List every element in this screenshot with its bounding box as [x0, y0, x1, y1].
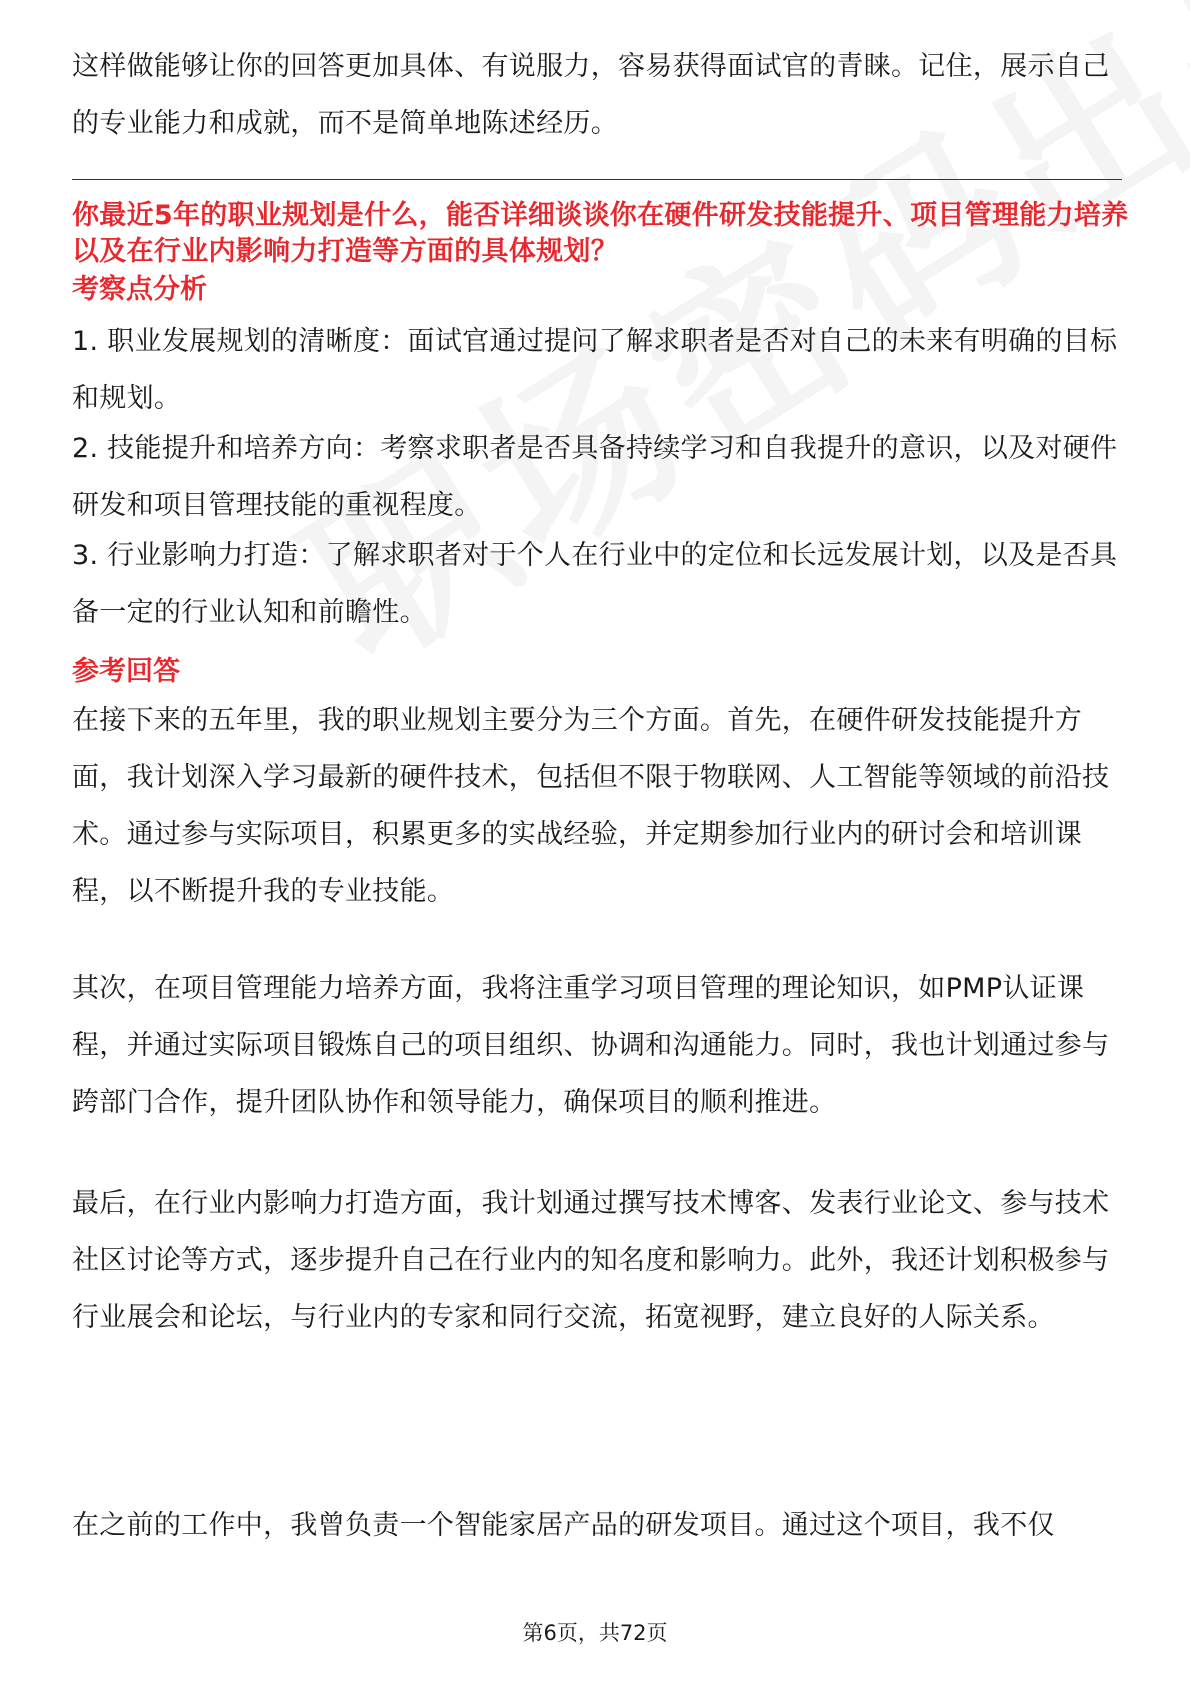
analysis-item-2: 2. 技能提升和培养方向：考察求职者是否具备持续学习和自我提升的意识，以及对硬件研发和项目管理技能的重视程度。 — [72, 433, 1118, 521]
answer-paragraph-2: 其次，在项目管理能力培养方面，我将注重学习项目管理的理论知识，如PMP认证课程，并通过实际项目锻炼自己的项目组织、协调和沟通能力。同时，我也计划通过参与跨部门合作，提升团队协作和领导能力，确保项目的顺利推进。 — [72, 973, 1110, 1118]
analysis-heading: 考察点分析 — [72, 274, 207, 305]
page-number: 第6页，共72页 — [522, 1621, 668, 1645]
answer-paragraph-4: 在之前的工作中，我曾负责一个智能家居产品的研发项目。通过这个项目，我不仅 — [72, 1510, 1055, 1541]
analysis-item-1: 1. 职业发展规划的清晰度：面试官通过提问了解求职者是否对自己的未来有明确的目标和规划。 — [72, 326, 1118, 414]
answer-heading: 参考回答 — [72, 656, 180, 687]
section-divider — [72, 179, 1122, 180]
analysis-item-3: 3. 行业影响力打造：了解求职者对于个人在行业中的定位和长远发展计划，以及是否具备一定的行业认知和前瞻性。 — [72, 540, 1118, 628]
intro-paragraph: 这样做能够让你的回答更加具体、有说服力，容易获得面试官的青睐。记住，展示自己的专业能力和成就，而不是简单地陈述经历。 — [72, 51, 1110, 139]
answer-paragraph-1: 在接下来的五年里，我的职业规划主要分为三个方面。首先，在硬件研发技能提升方面，我计划深入学习最新的硬件技术，包括但不限于物联网、人工智能等领域的前沿技术。通过参与实际项目，积累更多的实战经验，并定期参加行业内的研讨会和培训课程，以不断提升我的专业技能。 — [72, 705, 1110, 907]
question-title: 你最近5年的职业规划是什么，能否详细谈谈你在硬件研发技能提升、项目管理能力培养以及在行业内影响力打造等方面的具体规划？ — [72, 200, 1129, 267]
answer-paragraph-3: 最后，在行业内影响力打造方面，我计划通过撰写技术博客、发表行业论文、参与技术社区讨论等方式，逐步提升自己在行业内的知名度和影响力。此外，我还计划积极参与行业展会和论坛，与行业内的专家和同行交流，拓宽视野，建立良好的人际关系。 — [72, 1188, 1110, 1333]
